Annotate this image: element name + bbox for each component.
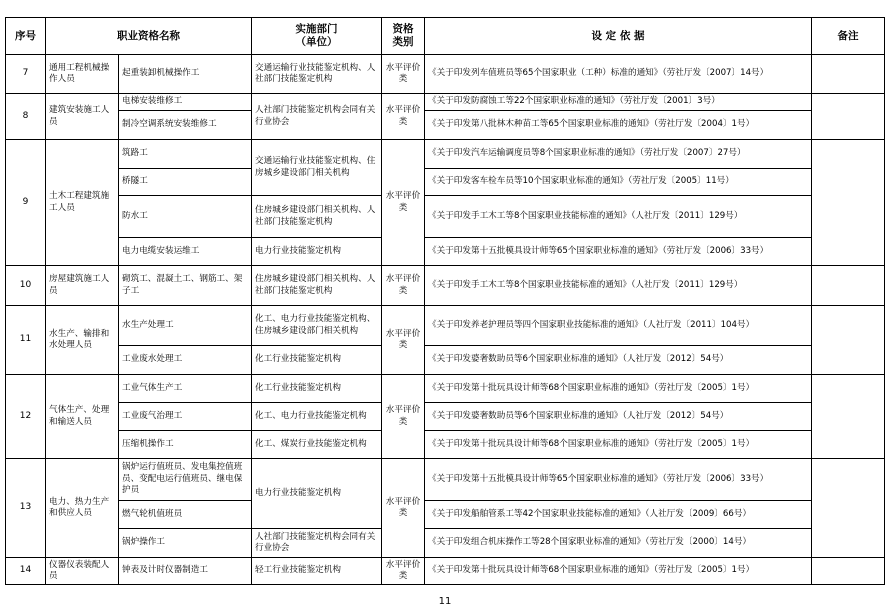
table-row [6,55,885,94]
row-type: 水平评价类 [382,459,425,558]
row-job: 工业废水处理工 [119,346,252,375]
row-type: 水平评价类 [382,558,425,585]
row-type: 水平评价类 [382,306,425,375]
row-job: 砌筑工、混凝土工、钢筋工、架子工 [119,266,252,306]
row-basis: 《关于印发婆奢数助员等6个国家职业标准的通知》（人社厅发〔2012〕54号） [425,346,812,375]
row-remark [812,55,885,94]
table-row [6,459,885,501]
row-job: 防水工 [119,196,252,238]
table-row [6,375,885,403]
row-dept: 化工、电力行业技能鉴定机构 [252,403,382,431]
header-dept-line1: 实施部门 [295,23,338,35]
row-remark [812,375,885,459]
row-job: 锅炉操作工 [119,529,252,558]
row-group: 仪器仪表装配人员 [46,558,119,585]
row-basis: 《关于印发第十五批模具设计师等65个国家职业标准的通知》（劳社厅发〔2006〕33号） [425,238,812,266]
row-type: 水平评价类 [382,94,425,140]
row-dept: 人社部门技能鉴定机构会同有关行业协会 [252,529,382,558]
table-row [6,431,885,459]
row-basis: 《关于印发第十批玩具设计师等68个国家职业标准的通知》（劳社厅发〔2005〕1号） [425,558,812,585]
row-seq: 8 [6,94,46,140]
page-number: 11 [438,596,452,607]
row-group: 房屋建筑施工人员 [46,266,119,306]
header-remark: 备注 [812,18,885,55]
row-group: 土木工程建筑施工人员 [46,140,119,266]
row-seq: 7 [6,55,46,94]
table-row [6,169,885,196]
row-dept: 轻工行业技能鉴定机构 [252,558,382,585]
row-group: 建筑安装施工人员 [46,94,119,140]
row-basis: 《关于印发第十五批模具设计师等65个国家职业标准的通知》（劳社厅发〔2006〕33号） [425,459,812,501]
row-job: 电梯安装维修工 [119,94,252,111]
row-basis: 《关于印发组合机床操作工等28个国家职业标准的通知》（劳社厅发〔2000〕14号） [425,529,812,558]
row-group: 通用工程机械操作人员 [46,55,119,94]
row-job: 工业废气治理工 [119,403,252,431]
row-job: 压缩机操作工 [119,431,252,459]
row-seq: 9 [6,140,46,266]
row-dept: 住房城乡建设部门相关机构、人社部门技能鉴定机构 [252,266,382,306]
row-dept: 化工、煤炭行业技能鉴定机构 [252,431,382,459]
row-dept: 人社部门技能鉴定机构会同有关行业协会 [252,94,382,140]
row-job: 钟表及计时仪器制造工 [119,558,252,585]
row-seq: 10 [6,266,46,306]
row-dept: 化工行业技能鉴定机构 [252,346,382,375]
header-type-line2: 类别 [392,36,414,48]
header-dept [252,18,382,55]
table-row [6,94,885,111]
row-dept: 电力行业技能鉴定机构 [252,238,382,266]
row-group: 电力、热力生产和供应人员 [46,459,119,558]
row-dept: 交通运输行业技能鉴定机构、人社部门技能鉴定机构 [252,55,382,94]
table-row [6,501,885,529]
row-basis: 《关于印发手工木工等8个国家职业技能标准的通知》（人社厅发〔2011〕129号） [425,196,812,238]
row-dept: 电力行业技能鉴定机构 [252,459,382,529]
table-row [6,196,885,238]
row-group: 水生产、输排和水处理人员 [46,306,119,375]
row-type: 水平评价类 [382,266,425,306]
row-job: 水生产处理工 [119,306,252,346]
row-seq: 12 [6,375,46,459]
row-remark [812,306,885,375]
row-remark [812,558,885,585]
row-basis: 《关于印发汽车运输调度员等8个国家职业标准的通知》（劳社厅发〔2007〕27号） [425,140,812,169]
table-row [6,346,885,375]
row-basis: 《关于印发手工木工等8个国家职业技能标准的通知》（人社厅发〔2011〕129号） [425,266,812,306]
row-seq: 11 [6,306,46,375]
row-basis: 《关于印发第十批玩具设计师等68个国家职业标准的通知》（劳社厅发〔2005〕1号） [425,431,812,459]
row-job: 桥隧工 [119,169,252,196]
row-remark [812,140,885,266]
table-row [6,306,885,346]
row-job: 电力电缆安装运维工 [119,238,252,266]
row-type: 水平评价类 [382,140,425,266]
table-row [6,403,885,431]
row-basis: 《关于印发婆奢数助员等6个国家职业标准的通知》（人社厅发〔2012〕54号） [425,403,812,431]
row-job: 筑路工 [119,140,252,169]
row-basis: 《关于印发船舶管系工等42个国家职业技能标准的通知》（人社厅发〔2009〕66号） [425,501,812,529]
header-seq: 序号 [6,18,46,55]
row-dept: 化工、电力行业技能鉴定机构、住房城乡建设部门相关机构 [252,306,382,346]
table-row [6,111,885,140]
row-remark [812,94,885,140]
row-type: 水平评价类 [382,55,425,94]
table-row [6,140,885,169]
row-job: 锅炉运行值班员、发电集控值班员、变配电运行值班员、继电保护员 [119,459,252,501]
row-remark [812,459,885,558]
table-row [6,529,885,558]
row-type: 水平评价类 [382,375,425,459]
row-job: 燃气轮机值班员 [119,501,252,529]
table-row [6,266,885,306]
header-type-line1: 资格 [392,23,414,35]
row-basis: 《关于印发第十批玩具设计师等68个国家职业标准的通知》（劳社厅发〔2005〕1号） [425,375,812,403]
header-dept-line2: （单位） [295,36,338,48]
row-job: 起重装卸机械操作工 [119,55,252,94]
row-seq: 14 [6,558,46,585]
row-basis: 《关于印发第八批林木种苗工等65个国家职业标准的通知》（劳社厅发〔2004〕1号） [425,111,812,140]
header-name: 职业资格名称 [46,18,252,55]
header-type [382,18,425,55]
row-seq: 13 [6,459,46,558]
row-group: 气体生产、处理和输送人员 [46,375,119,459]
table-row [6,558,885,585]
row-basis: 《关于印发防腐蚀工等22个国家职业标准的通知》（劳社厅发〔2001〕3号） [425,94,812,111]
header-row [6,18,885,55]
row-job: 工业气体生产工 [119,375,252,403]
row-dept: 化工行业技能鉴定机构 [252,375,382,403]
row-basis: 《关于印发客车检车员等10个国家职业标准的通知》（劳社厅发〔2005〕11号） [425,169,812,196]
row-remark [812,266,885,306]
table-row [6,238,885,266]
row-dept: 住房城乡建设部门相关机构、人社部门技能鉴定机构 [252,196,382,238]
header-basis: 设 定 依 据 [425,18,812,55]
row-dept: 交通运输行业技能鉴定机构、住房城乡建设部门相关机构 [252,140,382,196]
qualification-table [5,17,885,585]
row-basis: 《关于印发养老护理员等四个国家职业技能标准的通知》（人社厅发〔2011〕104号） [425,306,812,346]
row-basis: 《关于印发列车值班员等65个国家职业（工种）标准的通知》（劳社厅发〔2007〕14号） [425,55,812,94]
row-job: 制冷空调系统安装维修工 [119,111,252,140]
